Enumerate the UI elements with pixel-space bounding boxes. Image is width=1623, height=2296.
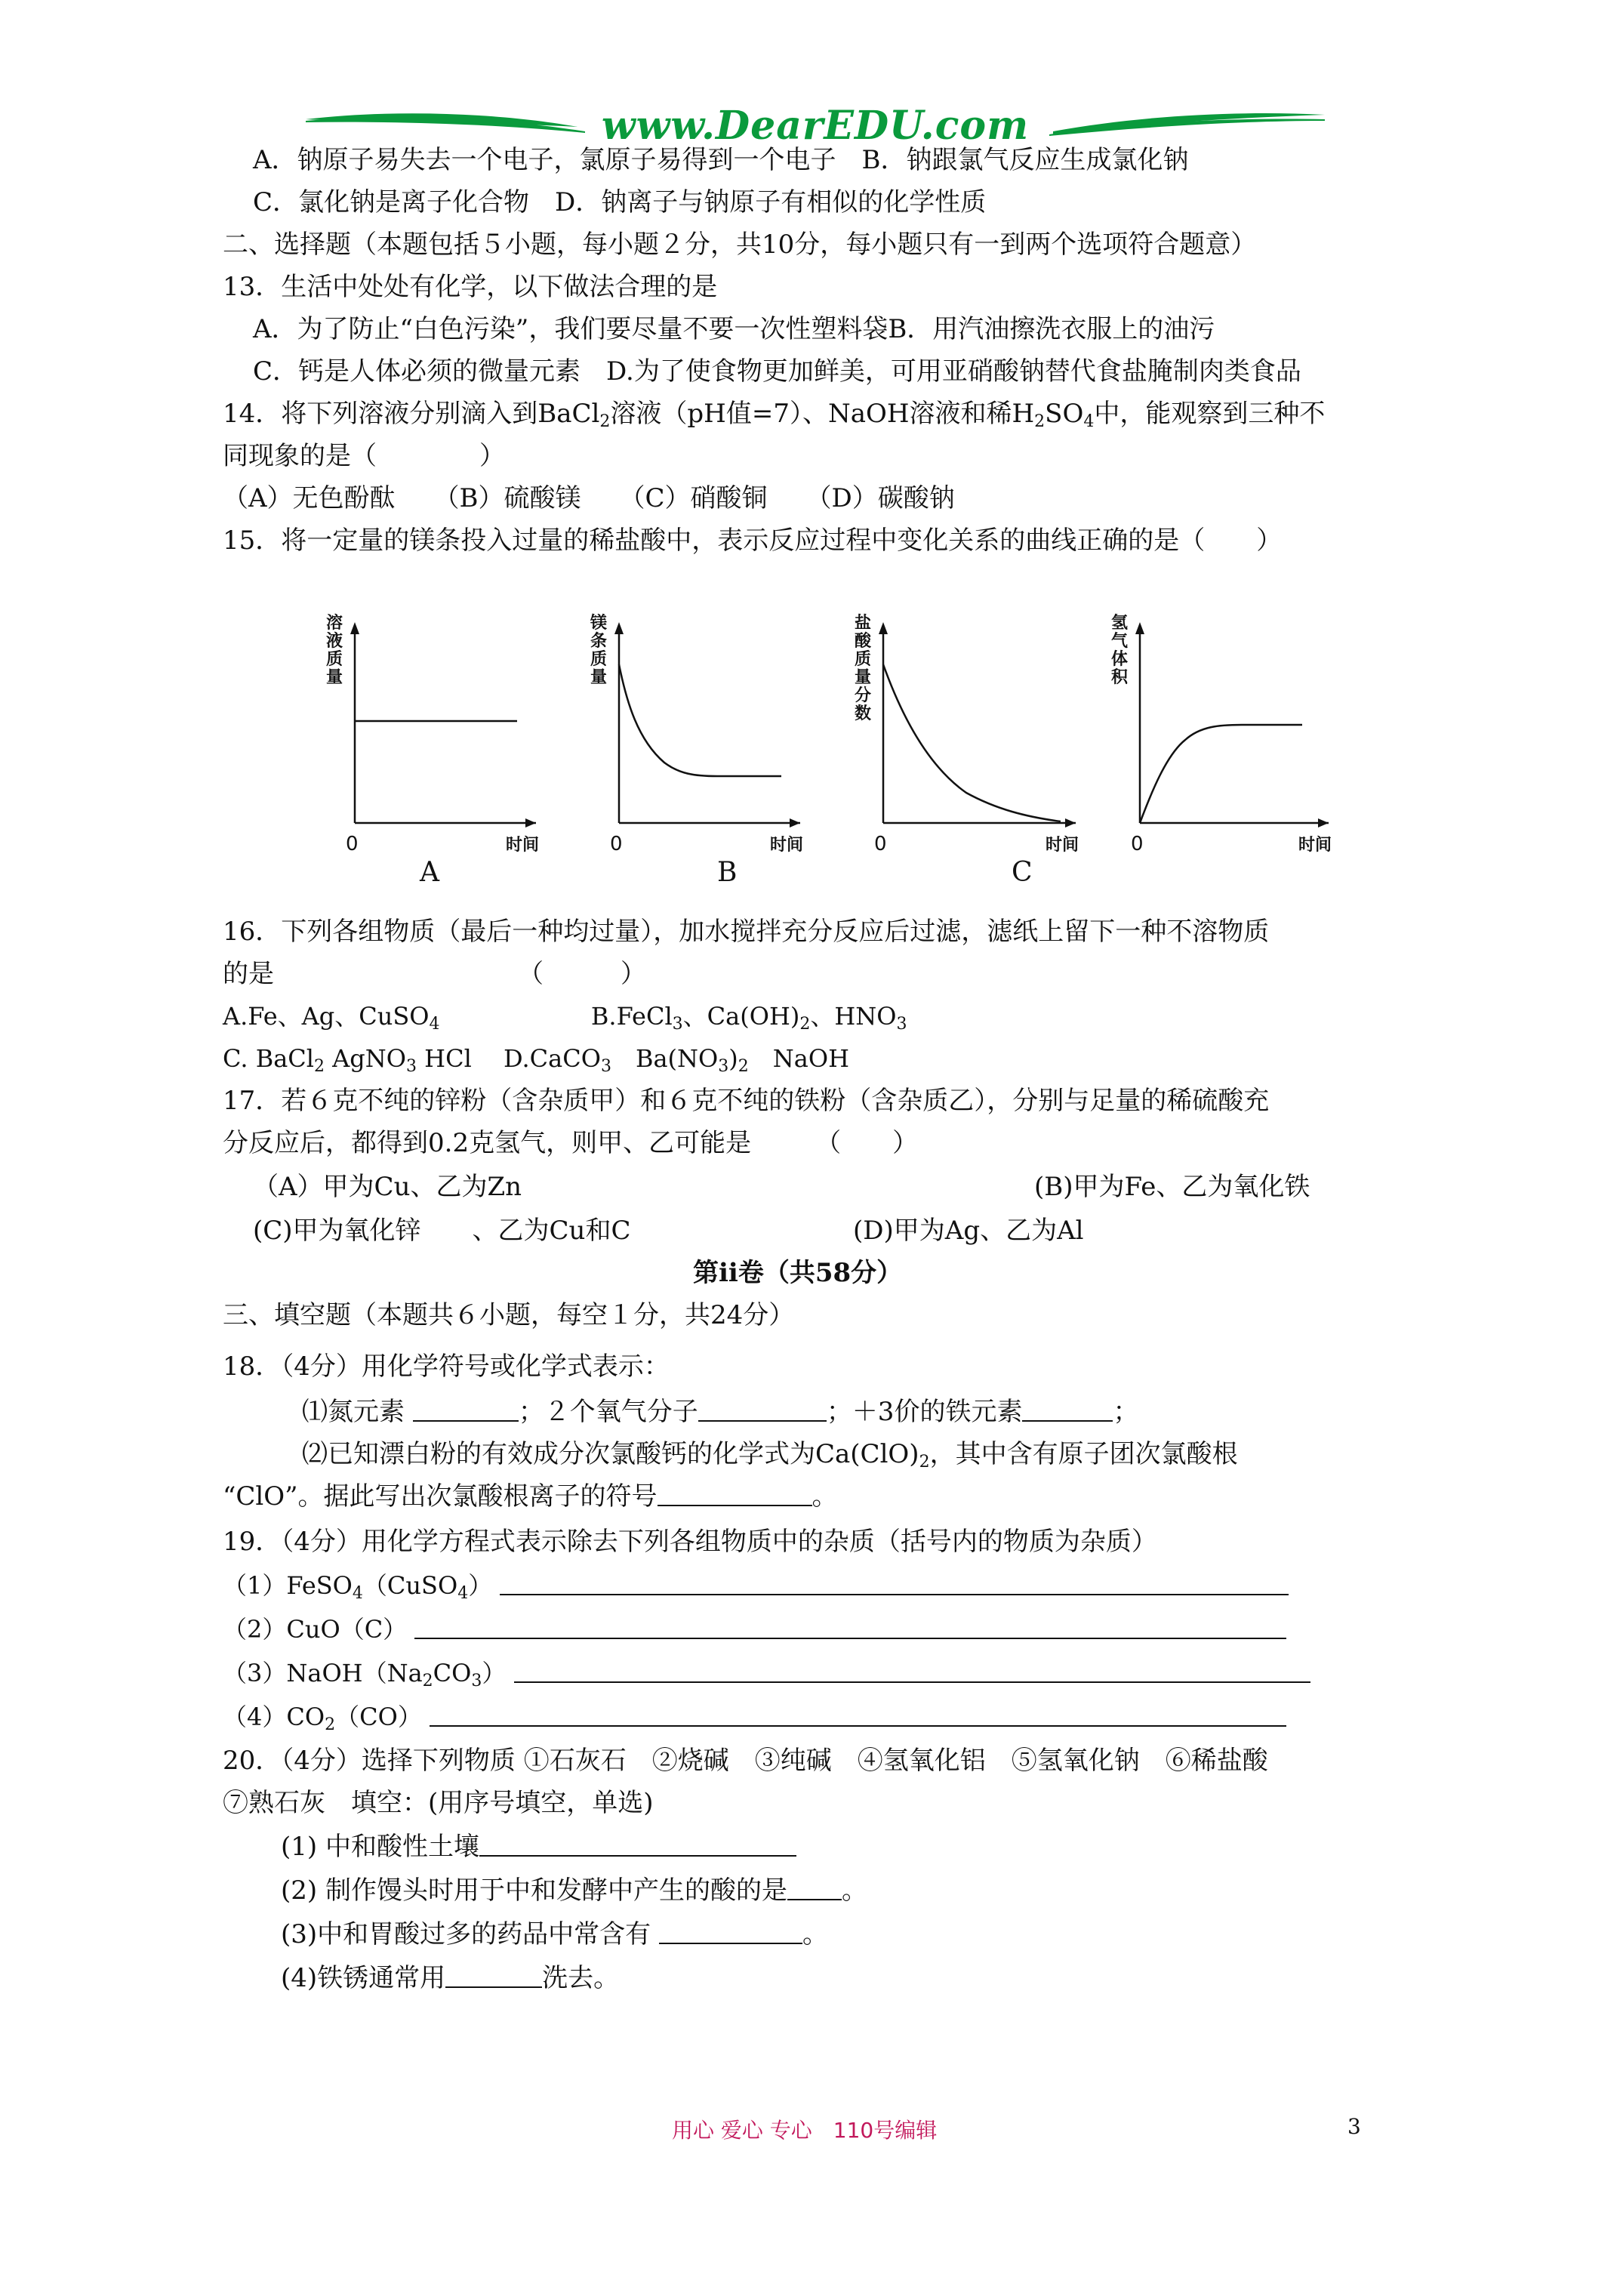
q20-stem: 20．（4分）选择下列物质 ①石灰石 ②烧碱 ③纯碱 ④氢氧化铝 ⑤氢氧化钠 ⑥稀盐酸 <box>223 1746 1268 1776</box>
answer-blank[interactable] <box>500 1580 1289 1595</box>
answer-blank[interactable] <box>698 1398 827 1422</box>
x-axis-label: 时间 <box>1298 836 1332 855</box>
graph-caption-b: B <box>717 857 738 888</box>
y-axis-label-char: 数 <box>855 704 872 723</box>
y-axis-label-char: 氢 <box>1111 614 1129 633</box>
x-axis-arrow-icon <box>525 818 536 827</box>
section-2-heading: 二、选择题（本题包括５小题，每小题２分，共10分，每小题只有一到两个选项符合题意） <box>223 230 1257 260</box>
q14-stem-cont: 同现象的是（ ） <box>223 441 505 471</box>
answer-blank[interactable] <box>445 1964 542 1988</box>
y-axis-label-char: 量 <box>855 668 872 687</box>
q12-option-cd: C．氯化钠是离子化合物 D．钠离子与钠原子有相似的化学性质 <box>253 187 987 217</box>
part-2-title: 第ii卷（共58分） <box>693 1258 903 1288</box>
x-axis-label: 时间 <box>506 836 540 855</box>
y-axis-label-char: 质 <box>590 650 608 669</box>
q14-stem: 14．将下列溶液分别滴入到BaCl$_2$溶液（pH值=7）、NaOH溶液和稀$H_2SO_4$中，能观察到三种不 <box>223 399 1326 431</box>
graph-b <box>581 612 830 861</box>
q20-part3: (3)中和胃酸过多的药品中常含有 。 <box>281 1919 828 1949</box>
answer-blank[interactable] <box>787 1876 842 1900</box>
q17-option-c: (C)甲为氧化锌 、乙为Cu和C <box>253 1216 631 1246</box>
graph-caption-c: C <box>1012 857 1033 888</box>
y-axis-arrow-icon <box>1135 622 1144 634</box>
x-axis-label: 时间 <box>770 836 804 855</box>
q18-part2: ⑵已知漂白粉的有效成分次氯酸钙的化学式为$Ca(ClO)_2$，其中含有原子团次氯酸根 <box>302 1439 1238 1472</box>
q16-stem-cont: 的是 （ ） <box>223 959 646 989</box>
q17-stem: 17．若６克不纯的锌粉（含杂质甲）和６克不纯的铁粉（含杂质乙），分别与足量的稀硫酸充 <box>223 1086 1270 1116</box>
answer-blank[interactable] <box>414 1624 1286 1639</box>
y-axis-label-char: 积 <box>1111 668 1129 687</box>
y-axis-label-char: 体 <box>1111 650 1129 669</box>
x-axis-label: 时间 <box>1046 836 1079 855</box>
y-axis-label-char: 质 <box>855 650 872 669</box>
answer-blank[interactable] <box>430 1712 1286 1727</box>
y-axis-label-char: 质 <box>326 650 343 669</box>
q17-option-a: （A）甲为Cu、乙为Zn <box>253 1172 522 1202</box>
y-axis-arrow-icon <box>614 622 624 634</box>
y-axis-label-char: 盐 <box>855 614 872 633</box>
x-axis-arrow-icon <box>1065 818 1076 827</box>
q18-part1: ⑴氮元素 ；２个氧气分子 ；＋3价的铁元素 ； <box>302 1397 1139 1427</box>
y-axis-label-char: 气 <box>1111 632 1129 651</box>
answer-blank[interactable] <box>659 1920 802 1944</box>
graph-d <box>1110 612 1359 861</box>
origin-label: 0 <box>874 833 887 855</box>
y-axis-label-char: 酸 <box>855 632 872 651</box>
q16-options-ab: A.Fe、Ag、CuSO$_4$ B.FeCl$_3$、$Ca(OH)_2$、$HNO_3$ <box>223 1002 907 1034</box>
curve-line <box>883 664 1061 821</box>
q19-item-3: $(3)NaOH(Na_2CO_3)$ <box>223 1657 1310 1690</box>
answer-blank[interactable] <box>1022 1398 1113 1422</box>
x-axis-arrow-icon <box>790 818 800 827</box>
q20-stem-cont: ⑦熟石灰 填空：(用序号填空，单选) <box>223 1788 654 1818</box>
page-number: 3 <box>1347 2114 1361 2139</box>
q20-part4: (4)铁锈通常用 洗去。 <box>281 1963 620 1993</box>
q18-part2-cont: “ClO”。据此写出次氯酸根离子的符号 。 <box>223 1481 838 1512</box>
curve-line <box>1140 725 1302 823</box>
q13-option-ab: A．为了防止“白色污染”，我们要尽量不要一次性塑料袋B．用汽油擦洗衣服上的油污 <box>253 314 1215 344</box>
y-axis-arrow-icon <box>879 622 888 634</box>
answer-blank[interactable] <box>479 1832 796 1857</box>
curve-line <box>619 664 781 776</box>
section-3-heading: 三、填空题（本题共６小题，每空１分，共24分） <box>223 1300 795 1330</box>
q19-item-1: （1）FeSO$_4$（CuSO$_4$） <box>223 1569 1289 1602</box>
graph-a <box>317 612 566 861</box>
origin-label: 0 <box>1131 833 1144 855</box>
x-axis-arrow-icon <box>1318 818 1329 827</box>
q19-item-2: （2）CuO（C） <box>223 1613 1286 1646</box>
q14-options: （A）无色酚酞 （B）硫酸镁 （C）硝酸铜 （D）碳酸钠 <box>223 483 955 513</box>
graph-caption-a: A <box>420 857 439 888</box>
y-axis-label-char: 条 <box>590 632 608 651</box>
y-axis-label-char: 镁 <box>590 614 608 633</box>
origin-label: 0 <box>346 833 359 855</box>
q20-part2: (2) 制作馒头时用于中和发酵中产生的酸的是 。 <box>281 1875 867 1906</box>
y-axis-label-char: 量 <box>590 668 608 687</box>
q17-stem-cont: 分反应后，都得到0.2克氢气，则甲、乙可能是 （ ） <box>223 1128 919 1158</box>
q12-option-ab: A．钠原子易失去一个电子，氯原子易得到一个电子 B．钠跟氯气反应生成氯化钠 <box>253 145 1189 175</box>
q17-option-b: (B)甲为Fe、乙为氧化铁 <box>1034 1172 1310 1202</box>
y-axis-label-char: 量 <box>326 668 343 687</box>
y-axis-label-char: 液 <box>326 632 343 651</box>
site-url: www.DearEDU.com <box>601 103 1030 149</box>
q13-option-cd: C．钙是人体必须的微量元素 D.为了使食物更加鲜美，可用亚硝酸钠替代食盐腌制肉类食品 <box>253 356 1301 387</box>
q17-option-d: (D)甲为Ag、乙为Al <box>853 1216 1084 1246</box>
q19-item-4: $(4)CO_2(CO)$ <box>223 1700 1286 1734</box>
q18-stem: 18．（4分）用化学符号或化学式表示： <box>223 1351 670 1382</box>
q15-stem: 15．将一定量的镁条投入过量的稀盐酸中，表示反应过程中变化关系的曲线正确的是（ ） <box>223 525 1283 556</box>
y-axis-arrow-icon <box>350 622 359 634</box>
answer-blank[interactable] <box>658 1482 812 1506</box>
q13-stem: 13．生活中处处有化学，以下做法合理的是 <box>223 272 718 302</box>
y-axis-label-char: 溶 <box>326 614 343 633</box>
answer-blank[interactable] <box>413 1398 519 1422</box>
graph-c <box>845 612 1095 861</box>
q16-stem: 16．下列各组物质（最后一种均过量），加水搅拌充分反应后过滤，滤纸上留下一种不溶物质 <box>223 917 1270 947</box>
y-axis-label-char: 分 <box>855 686 872 705</box>
origin-label: 0 <box>610 833 623 855</box>
q16-options-cd: C. BaCl$_2$ AgNO$_3$ HCl D.CaCO$_3$ $Ba(NO_3)_2$ NaOH <box>223 1044 849 1076</box>
q19-stem: 19．（4分）用化学方程式表示除去下列各组物质中的杂质（括号内的物质为杂质） <box>223 1527 1157 1557</box>
q20-part1: (1) 中和酸性土壤 <box>281 1830 796 1863</box>
footer-text: 用心 爱心 专心 110号编辑 <box>672 2118 938 2143</box>
answer-blank[interactable] <box>514 1668 1310 1683</box>
